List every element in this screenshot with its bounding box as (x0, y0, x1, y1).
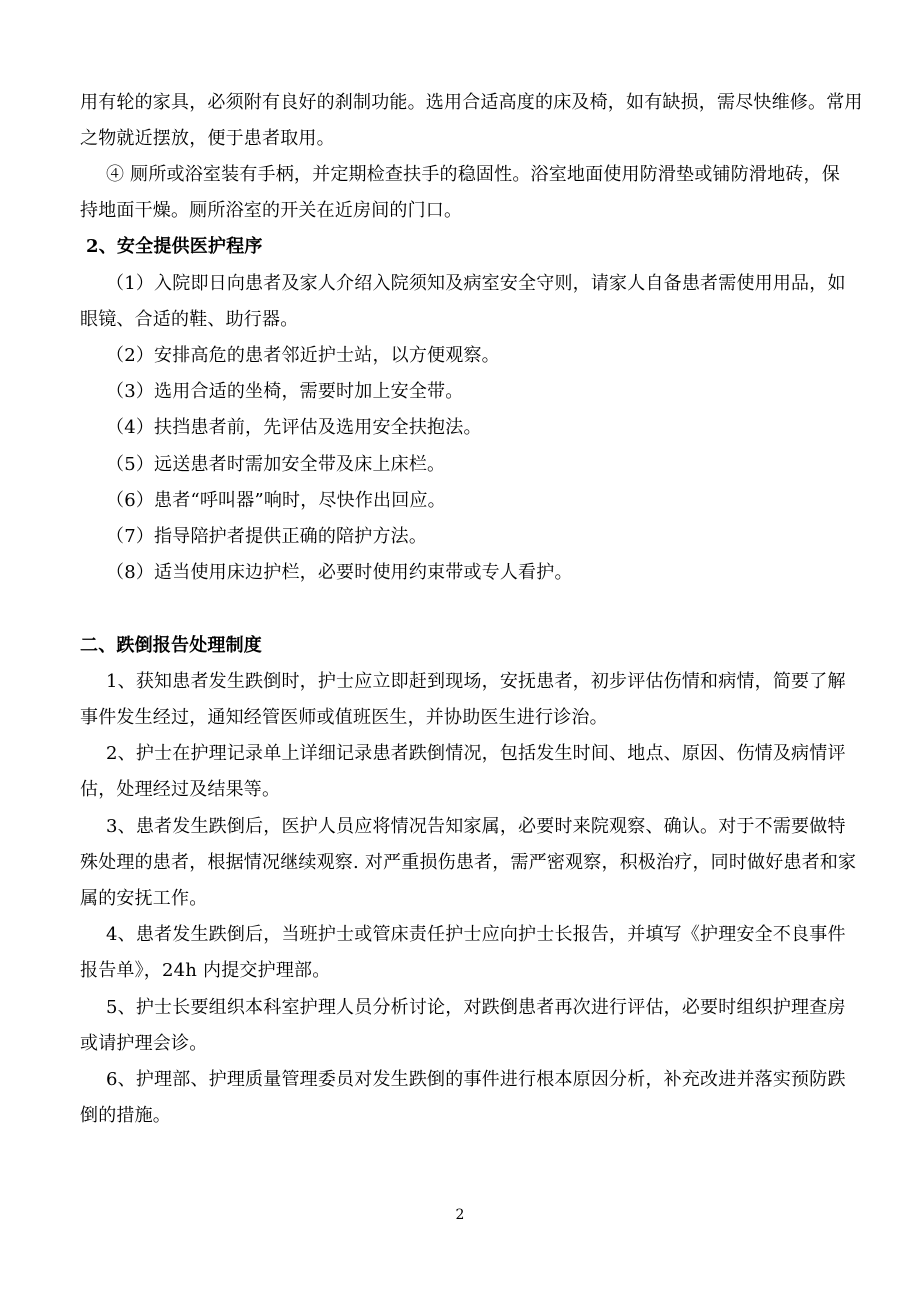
text-line: 报告单》，24h 内提交护理部。 (80, 960, 331, 981)
text-line: （7）指导陪护者提供正确的陪护方法。 (106, 526, 428, 547)
text-line: 之物就近摆放，便于患者取用。 (80, 128, 335, 149)
text-line: （8）适当使用床边护栏，必要时使用约束带或专人看护。 (106, 562, 573, 583)
text-line: 1、获知患者发生跌倒时，护士应立即赶到现场，安抚患者，初步评估伤情和病情，简要了解 (106, 671, 846, 692)
section-heading: 2、安全提供医护程序 (86, 236, 263, 257)
text-line: （1）入院即日向患者及家人介绍入院须知及病室安全守则，请家人自备患者需使用用品，如 (106, 273, 846, 294)
text-line: （6）患者“呼叫器”响时，尽快作出回应。 (106, 490, 446, 511)
text-line: 4、患者发生跌倒后，当班护士或管床责任护士应向护士长报告，并填写《护理安全不良事件 (106, 924, 846, 945)
text-line: 持地面干燥。厕所浴室的开关在近房间的门口。 (80, 200, 463, 221)
page-number: 2 (455, 1207, 465, 1223)
text-line: 殊处理的患者，根据情况继续观察. 对严重损伤患者，需严密观察，积极治疗，同时做好患者和家 (80, 852, 857, 873)
section-heading: 二、跌倒报告处理制度 (80, 635, 262, 656)
text-line: 5、护士长要组织本科室护理人员分析讨论，对跌倒患者再次进行评估，必要时组织护理查房 (106, 997, 846, 1018)
text-line: （4）扶挡患者前，先评估及选用安全扶抱法。 (106, 417, 482, 438)
text-line: 用有轮的家具，必须附有良好的刹制功能。选用合适高度的床及椅，如有缺损，需尽快维修。常用 (80, 92, 863, 113)
text-line: 估，处理经过及结果等。 (80, 779, 281, 800)
text-line: ④ 厕所或浴室装有手柄，并定期检查扶手的稳固性。浴室地面使用防滑垫或铺防滑地砖，保 (106, 164, 840, 185)
text-line: （5）远送患者时需加安全带及床上床栏。 (106, 454, 446, 475)
text-line: 事件发生经过，通知经管医师或值班医生，并协助医生进行诊治。 (80, 707, 608, 728)
text-line: （3）选用合适的坐椅，需要时加上安全带。 (106, 381, 464, 402)
text-line: 2、护士在护理记录单上详细记录患者跌倒情况，包括发生时间、地点、原因、伤情及病情评 (106, 743, 846, 764)
text-line: 或请护理会诊。 (80, 1033, 208, 1054)
text-line: （2）安排高危的患者邻近护士站，以方便观察。 (106, 345, 500, 366)
text-line: 属的安抚工作。 (80, 888, 208, 909)
text-line: 眼镜、合适的鞋、助行器。 (80, 309, 299, 330)
text-line: 倒的措施。 (80, 1105, 171, 1126)
text-line: 6、护理部、护理质量管理委员对发生跌倒的事件进行根本原因分析，补充改进并落实预防跌 (106, 1069, 846, 1090)
text-line: 3、患者发生跌倒后，医护人员应将情况告知家属，必要时来院观察、确认。对于不需要做特 (106, 816, 846, 837)
